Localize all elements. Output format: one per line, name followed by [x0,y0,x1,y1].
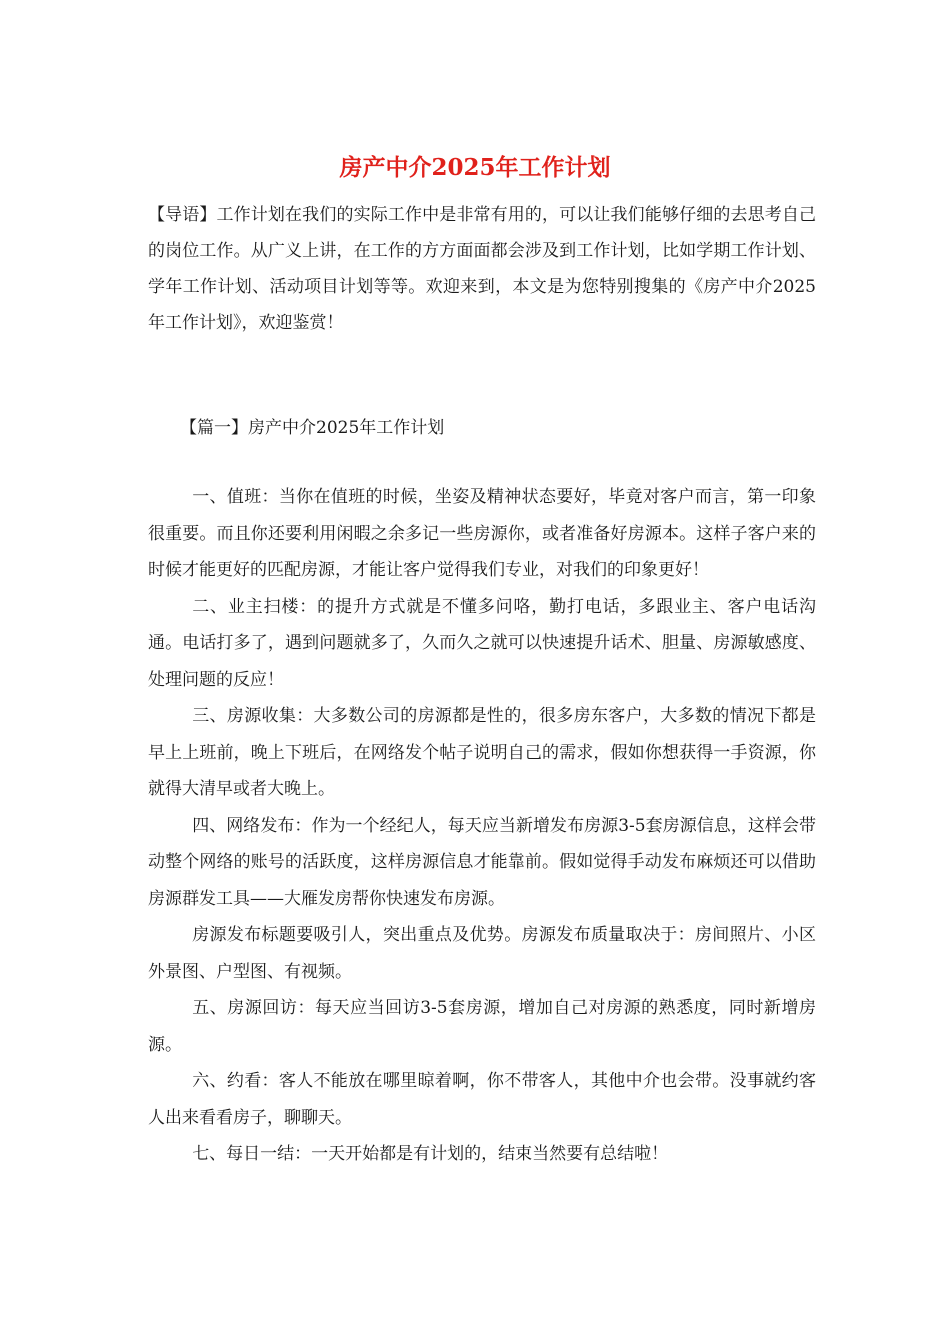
body-paragraph: 五、房源回访：每天应当回访3-5套房源，增加自己对房源的熟悉度，同时新增房源。 [148,998,816,1055]
intro-paragraph: 【导语】工作计划在我们的实际工作中是非常有用的，可以让我们能够仔细的去思考自己的岗位工作。从广义上讲，在工作的方方面面都会涉及到工作计划，比如学期工作计划、学年工作计划、活动项目计划等等。欢迎来到，本文是为您特别搜集的《房产中介2025年工作计划》，欢迎鉴赏！ [148,205,816,333]
document-title: 房产中介2025年工作计划 [339,154,611,181]
body-paragraph: 房源发布标题要吸引人，突出重点及优势。房源发布质量取决于：房间照片、小区外景图、户型图、有视频。 [148,925,816,982]
body-paragraph: 六、约看：客人不能放在哪里晾着啊，你不带客人，其他中介也会带。没事就约客人出来看看房子，聊聊天。 [148,1071,816,1128]
document-body [148,479,816,1173]
body-paragraph: 四、网络发布：作为一个经纪人，每天应当新增发布房源3-5套房源信息，这样会带动整个网络的账号的活跃度，这样房源信息才能靠前。假如觉得手动发布麻烦还可以借助房源群发工具——大雁发房帮你快速发布房源。 [148,815,816,909]
body-paragraph: 七、每日一结：一天开始都是有计划的，结束当然要有总结啦！ [192,1144,669,1164]
body-paragraph: 三、房源收集：大多数公司的房源都是性的，很多房东客户，大多数的情况下都是早上上班前，晚上下班后，在网络发个帖子说明自己的需求，假如你想获得一手资源，你就得大清早或者大晚上。 [148,706,816,799]
body-paragraph: 一、值班：当你在值班的时候，坐姿及精神状态要好，毕竟对客户而言，第一印象很重要。而且你还要利用闲暇之余多记一些房源你，或者准备好房源本。这样子客户来的时候才能更好的匹配房源，才能让客户觉得我们专业，对我们的印象更好！ [148,487,816,580]
body-paragraph: 二、业主扫楼：的提升方式就是不懂多问咯，勤打电话，多跟业主、客户电话沟通。电话打多了，遇到问题就多了，久而久之就可以快速提升话术、胆量、房源敏感度、处理问题的反应！ [148,596,816,690]
section-heading: 【篇一】房产中介2025年工作计划 [180,418,445,438]
